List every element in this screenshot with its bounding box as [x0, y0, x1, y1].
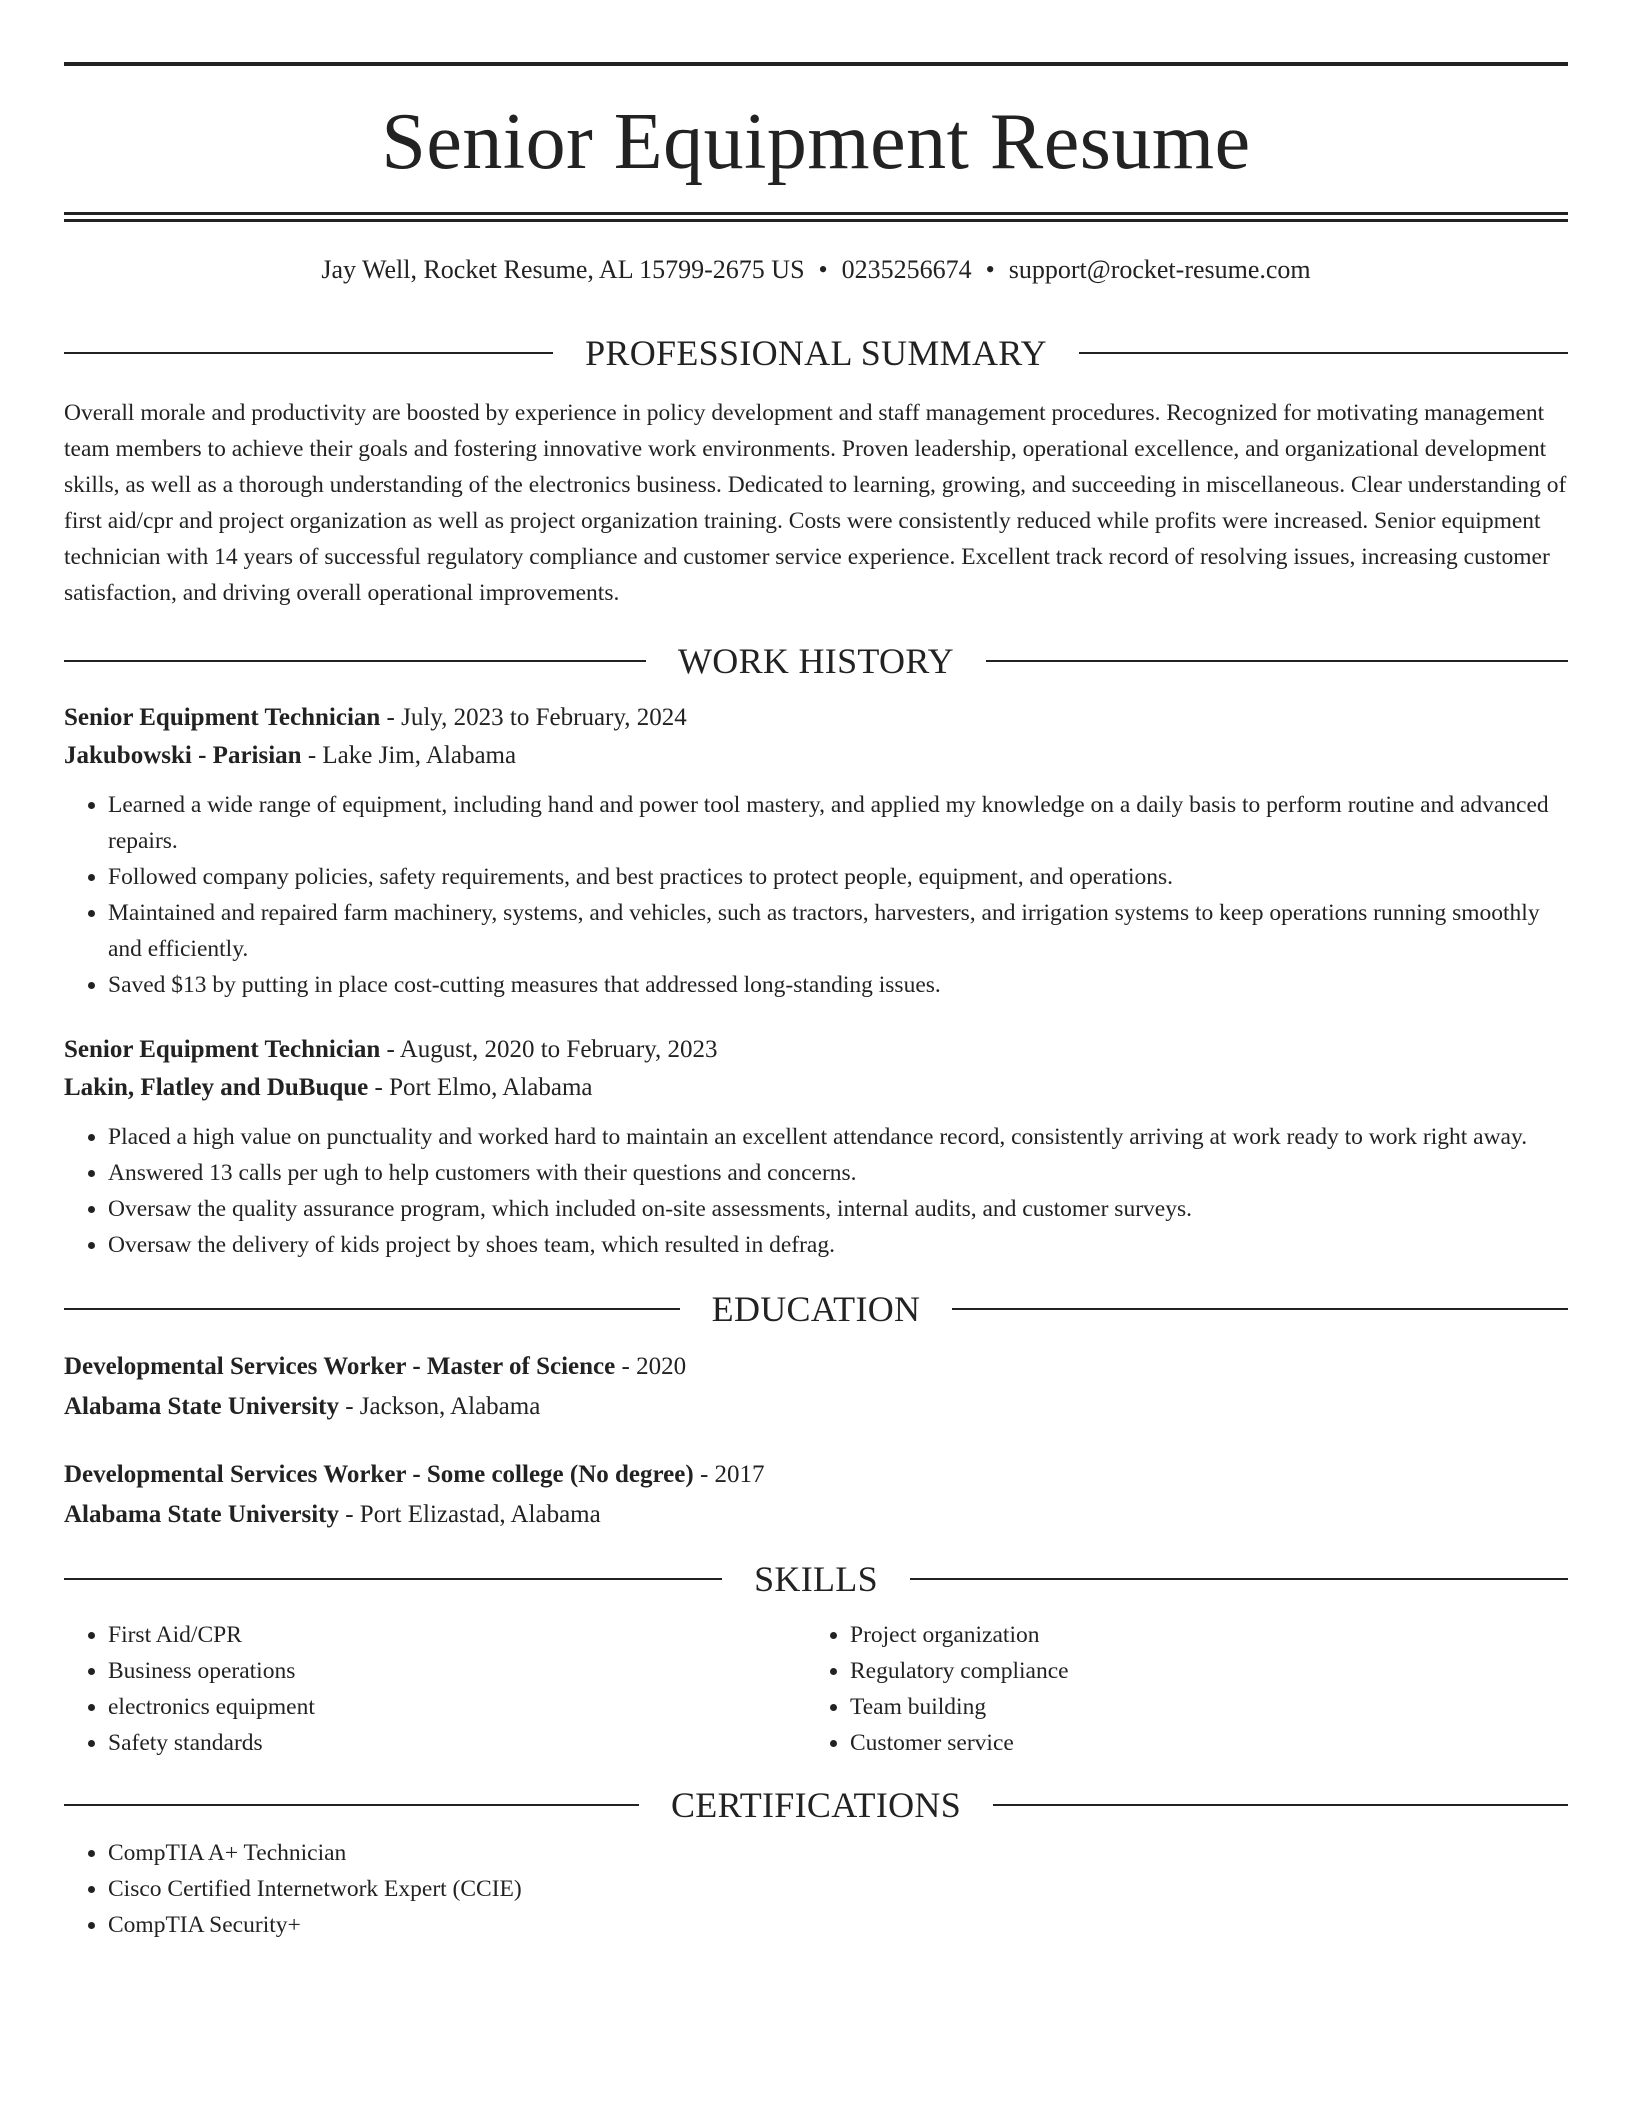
section-heading-work-history: [64, 641, 1568, 682]
school-location: - Jackson, Alabama: [338, 1393, 541, 1421]
school-line: [64, 1387, 1568, 1427]
contact-separator: •: [985, 255, 995, 284]
divider-line: [64, 660, 646, 662]
resume-page: [64, 62, 1568, 1943]
section-title: PROFESSIONAL SUMMARY: [585, 333, 1047, 374]
summary-text: Overall morale and productivity are boosted by experience in policy development and staff management procedures. Recognized for motivating management team members to achieve their goals and fostering innovative work environments. Proven leadership, operational excellence, and organizational development skills, as well as a thorough understanding of the electronics business. Dedicated to learning, growing, and succeeding in miscellaneous. Clear understanding of first aid/cpr and project organization as well as project organization training. Costs were consistently reduced while profits were increased. Senior equipment technician with 14 years of successful regulatory compliance and customer service experience. Excellent track record of resolving issues, increasing customer satisfaction, and driving overall operational improvements.: [64, 400, 1567, 607]
job-title-line: [64, 1031, 1568, 1069]
school-location: - Port Elizastad, Alabama: [338, 1501, 601, 1529]
certification-item: • Cisco Certified Internetwork Expert (CCIE): [108, 1871, 1568, 1907]
degree-line: [64, 1347, 1568, 1387]
education-entry: [64, 1455, 1568, 1535]
contact-separator: •: [818, 255, 828, 284]
job-company: Lakin, Flatley and DuBuque: [64, 1074, 369, 1102]
divider-line: [986, 660, 1568, 662]
job-bullet: • Oversaw the quality assurance program, which included on-site assessments, internal audits, and customer surveys.: [108, 1191, 1568, 1227]
contact-line: [64, 254, 1568, 285]
job-bullets: [64, 787, 1568, 1003]
top-rule: [64, 62, 1568, 66]
degree-year: - 2017: [693, 1461, 765, 1489]
degree: Developmental Services Worker - Master of Science: [64, 1353, 616, 1381]
section-heading-skills: [64, 1559, 1568, 1600]
job-bullets: [64, 1119, 1568, 1263]
job-bullet: • Learned a wide range of equipment, including hand and power tool mastery, and applied my knowledge on a daily basis to perform routine and advanced repairs.: [108, 787, 1568, 859]
section-title: WORK HISTORY: [678, 641, 954, 682]
school: Alabama State University: [64, 1393, 339, 1421]
education-entry: [64, 1347, 1568, 1427]
skill-item: • Safety standards: [108, 1725, 806, 1761]
skill-item: • electronics equipment: [108, 1689, 806, 1725]
job-dates: - August, 2020 to February, 2023: [380, 1036, 718, 1064]
divider-line: [1079, 352, 1568, 354]
job-bullet: • Saved $13 by putting in place cost-cutting measures that addressed long-standing issues.: [108, 967, 1568, 1003]
certification-item: • CompTIA A+ Technician: [108, 1835, 1568, 1871]
resume-title: Senior Equipment Resume: [381, 98, 1251, 186]
section-title: EDUCATION: [711, 1289, 921, 1330]
job-company: Jakubowski - Parisian: [64, 742, 302, 770]
divider-line: [993, 1804, 1568, 1806]
skill-item: • First Aid/CPR: [108, 1617, 806, 1653]
divider-line: [910, 1578, 1568, 1580]
job-bullet: • Placed a high value on punctuality and worked hard to maintain an excellent attendance record, consistently arriving at work ready to work right away.: [108, 1119, 1568, 1155]
job-entry: [64, 1031, 1568, 1263]
divider-line: [64, 1308, 680, 1310]
school: Alabama State University: [64, 1501, 339, 1529]
skill-item: • Team building: [850, 1689, 1548, 1725]
divider-line: [64, 352, 553, 354]
degree-line: [64, 1455, 1568, 1495]
section-heading-summary: [64, 333, 1568, 374]
job-bullet: • Followed company policies, safety requirements, and best practices to protect people, equipment, and operations.: [108, 859, 1568, 895]
school-line: [64, 1495, 1568, 1535]
divider-line: [952, 1308, 1568, 1310]
work-history-list: [64, 699, 1568, 1263]
degree-year: - 2020: [615, 1353, 687, 1381]
job-bullet: • Oversaw the delivery of kids project by shoes team, which resulted in defrag.: [108, 1227, 1568, 1263]
section-title: SKILLS: [754, 1559, 878, 1600]
skill-item: • Regulatory compliance: [850, 1653, 1548, 1689]
skills-right-column: [806, 1617, 1548, 1761]
skill-item: • Business operations: [108, 1653, 806, 1689]
certifications-list: [64, 1835, 1568, 1943]
skills-columns: [64, 1617, 1568, 1761]
degree: Developmental Services Worker - Some college (No degree): [64, 1461, 694, 1489]
contact-phone: 0235256674: [841, 255, 972, 284]
job-location: - Lake Jim, Alabama: [301, 742, 517, 770]
section-title: CERTIFICATIONS: [670, 1785, 962, 1826]
job-title: Senior Equipment Technician: [64, 704, 381, 732]
divider-line: [64, 1578, 722, 1580]
title-double-rule: [64, 212, 1568, 222]
section-heading-education: [64, 1289, 1568, 1330]
skill-item: • Customer service: [850, 1725, 1548, 1761]
skill-item: • Project organization: [850, 1617, 1548, 1653]
certification-item: • CompTIA Security+: [108, 1907, 1568, 1943]
contact-address: Jay Well, Rocket Resume, AL 15799-2675 US: [321, 255, 805, 284]
job-title-line: [64, 699, 1568, 737]
education-list: [64, 1347, 1568, 1535]
job-dates: - July, 2023 to February, 2024: [380, 704, 687, 732]
divider-line: [64, 1804, 639, 1806]
skills-left-column: [64, 1617, 806, 1761]
job-bullet: • Answered 13 calls per ugh to help customers with their questions and concerns.: [108, 1155, 1568, 1191]
job-title: Senior Equipment Technician: [64, 1036, 381, 1064]
job-entry: [64, 699, 1568, 1003]
job-bullet: • Maintained and repaired farm machinery, systems, and vehicles, such as tractors, harvesters, and irrigation systems to keep operations running smoothly and efficiently.: [108, 895, 1568, 967]
job-company-line: [64, 1069, 1568, 1107]
job-location: - Port Elmo, Alabama: [368, 1074, 593, 1102]
job-company-line: [64, 737, 1568, 775]
section-heading-certifications: [64, 1785, 1568, 1826]
contact-email: support@rocket-resume.com: [1008, 255, 1311, 284]
